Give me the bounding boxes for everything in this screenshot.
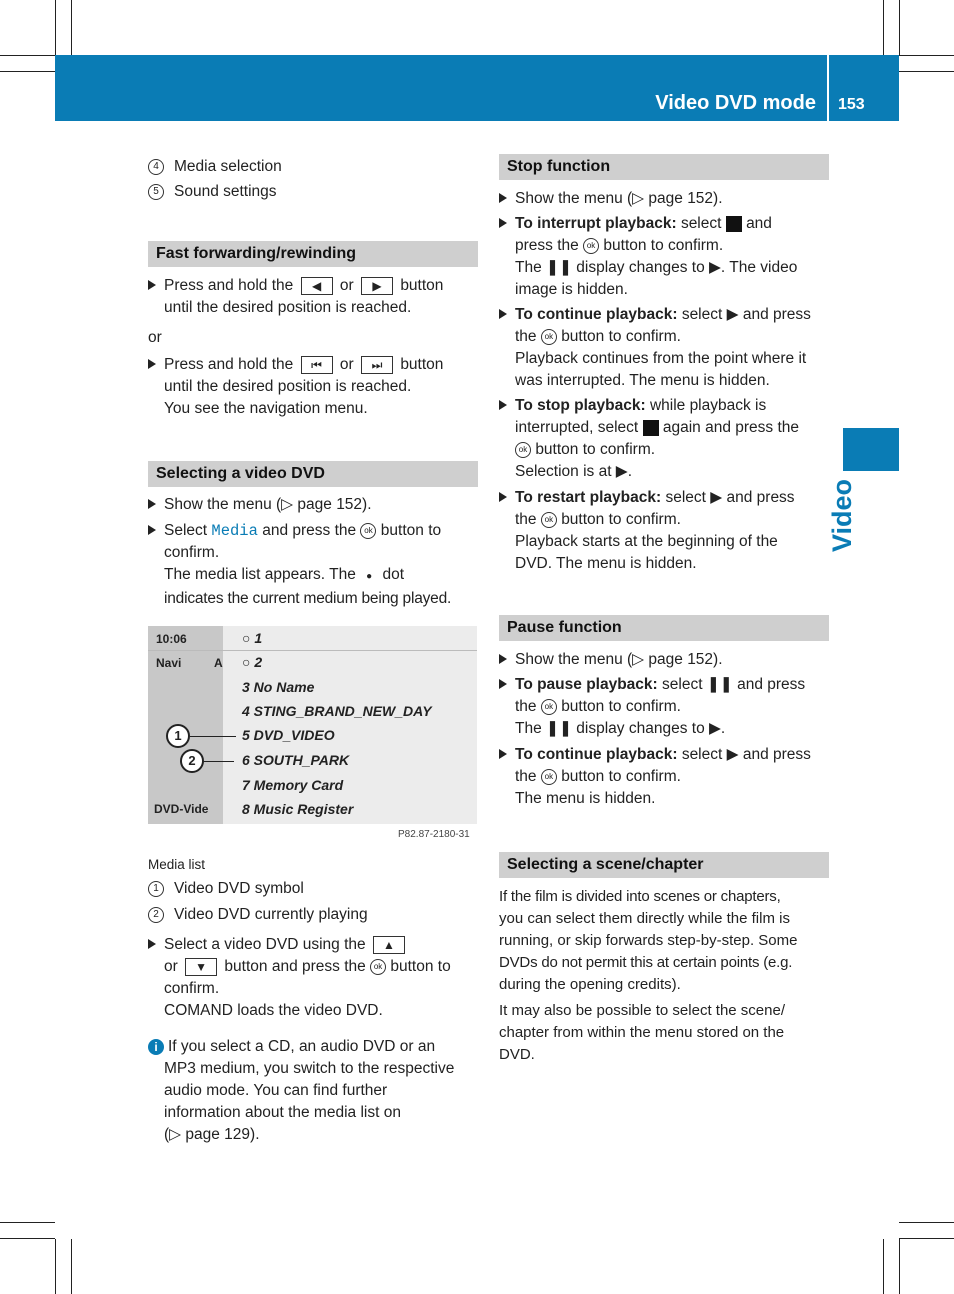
crop-mark (71, 0, 72, 55)
step-text: select ❚❚ and press (662, 676, 806, 693)
crop-mark (899, 1222, 954, 1223)
section-heading-scene: Selecting a scene/chapter (499, 852, 829, 878)
crop-mark (0, 1238, 55, 1239)
info-note (148, 1036, 478, 1146)
media-row: 7 Memory Card (242, 777, 344, 793)
legend-text: Video DVD symbol (174, 880, 304, 897)
step-text: and (746, 215, 772, 232)
crop-mark (899, 1238, 954, 1239)
ok-button-icon: ok (583, 238, 599, 254)
ok-button-icon: ok (515, 442, 531, 458)
step-text: The media list appears. The (164, 566, 356, 583)
screen-footer: DVD-Vide (154, 802, 209, 816)
step-line (164, 934, 478, 956)
info-line (148, 1036, 478, 1058)
crop-mark (71, 1239, 72, 1294)
step-label: To pause playback: (515, 676, 658, 693)
photo-reference: P82.87-2180-31 (398, 829, 470, 840)
crop-mark (0, 71, 55, 72)
arrow-bullet-icon (148, 939, 156, 949)
paragraph-line: DVDs do not permit this at certain points (e.g. (499, 954, 793, 971)
step-line: Show the menu (▷ page 152). (515, 190, 723, 207)
legend-number: 1 (148, 881, 164, 897)
step-item (499, 304, 829, 392)
step-text: select ▶ and press (681, 746, 811, 763)
step-line: The ❚❚ display changes to ▶. (515, 720, 726, 737)
arrow-bullet-icon (499, 679, 507, 689)
step-item (148, 520, 478, 610)
step-label: To stop playback: (515, 397, 646, 414)
info-icon: i (148, 1039, 164, 1055)
step-text: while playback is (649, 397, 767, 414)
step-text: Select (164, 522, 208, 539)
step-line (515, 744, 829, 766)
step-text: select (680, 215, 722, 232)
header-separator (827, 55, 829, 121)
forward-key-icon: ▶ (361, 277, 393, 295)
info-line: audio mode. You can find further (164, 1082, 388, 1099)
media-menu-item: Media (211, 522, 258, 540)
legend-item (148, 156, 478, 178)
info-line: (▷ page 129). (164, 1126, 260, 1143)
side-tab-marker (843, 428, 899, 471)
step-text: the (515, 328, 537, 345)
step-line (515, 696, 829, 718)
arrow-bullet-icon (499, 654, 507, 664)
scene-paragraph (499, 886, 829, 996)
step-line (515, 417, 829, 439)
step-item (499, 744, 829, 810)
step-line: Show the menu (▷ page 152). (164, 496, 372, 513)
step-item (499, 674, 829, 740)
step-line (515, 395, 829, 417)
ok-button-icon: ok (541, 769, 557, 785)
step-item (499, 188, 829, 210)
step-text: the (515, 768, 537, 785)
step-line: image is hidden. (515, 281, 628, 298)
step-line: confirm. (164, 980, 220, 997)
legend-number: 4 (148, 159, 164, 175)
step-line (515, 674, 829, 696)
step-item (148, 494, 478, 516)
media-row: 4 STING_BRAND_NEW_DAY (242, 703, 432, 719)
step-text: or (339, 356, 354, 373)
step-text: press the (515, 237, 579, 254)
paragraph-line: It may also be possible to select the scene/ (499, 1002, 785, 1019)
step-line (515, 509, 829, 531)
step-text: or (339, 277, 354, 294)
step-line (515, 439, 829, 461)
arrow-bullet-icon (499, 193, 507, 203)
step-text: or (164, 958, 178, 975)
crop-mark (55, 1239, 56, 1294)
arrow-bullet-icon (499, 749, 507, 759)
media-row: ○ 1 (242, 630, 263, 646)
step-line: confirm. (164, 544, 220, 561)
ok-button-icon: ok (360, 523, 376, 539)
screen-navi: Navi (156, 656, 182, 670)
step-line: Show the menu (▷ page 152). (515, 651, 723, 668)
crop-mark (899, 55, 954, 56)
step-line (515, 766, 829, 788)
stop-icon (726, 216, 742, 232)
step-text: button to confirm. (603, 237, 724, 254)
step-text: button (400, 356, 444, 373)
ok-button-icon: ok (370, 959, 386, 975)
step-line: until the desired position is reached. (164, 378, 412, 395)
step-text: button to (380, 522, 442, 539)
media-row: 6 SOUTH_PARK (242, 752, 350, 768)
legend-item (148, 878, 478, 900)
media-list-screenshot (148, 626, 477, 824)
side-tab-text: Video (827, 478, 858, 553)
skip-back-key-icon: ⏮ (301, 356, 333, 374)
paragraph-line: chapter from within the menu stored on the (499, 1024, 785, 1041)
step-text: Select a video DVD using the (164, 936, 366, 953)
step-line (515, 235, 829, 257)
step-text: button and press the (224, 958, 366, 975)
crop-mark (0, 1222, 55, 1223)
stop-icon (643, 420, 659, 436)
step-text: and press the (262, 522, 357, 539)
section-heading-select: Selecting a video DVD (148, 461, 478, 487)
crop-mark (55, 0, 56, 55)
step-text: the (515, 511, 537, 528)
page-number: 153 (838, 96, 865, 113)
crop-mark (883, 0, 884, 55)
paragraph-line: during the opening credits). (499, 976, 681, 993)
step-line: until the desired position is reached. (164, 299, 412, 316)
step-line (515, 487, 829, 509)
legend-number: 2 (148, 907, 164, 923)
arrow-bullet-icon (499, 492, 507, 502)
callout-line (190, 736, 236, 737)
callout-line (204, 761, 234, 762)
screen-divider (148, 650, 477, 651)
figure-caption: Media list (148, 857, 206, 872)
step-line (164, 520, 478, 542)
paragraph-line: DVD. (499, 1046, 535, 1063)
or-text: or (148, 329, 162, 346)
step-text: again and press the (662, 419, 799, 436)
step-line: COMAND loads the video DVD. (164, 1002, 383, 1019)
step-text: button to (390, 958, 451, 975)
media-row: 3 No Name (242, 679, 315, 695)
step-text: select ▶ and press (681, 306, 811, 323)
step-text: the (515, 698, 537, 715)
step-text: button to confirm. (561, 511, 681, 528)
step-label: To interrupt playback: (515, 215, 677, 232)
legend-text: Media selection (174, 158, 282, 175)
ok-button-icon: ok (541, 329, 557, 345)
step-line (515, 326, 829, 348)
arrow-bullet-icon (499, 400, 507, 410)
ok-button-icon: ok (541, 512, 557, 528)
left-column-lower (148, 855, 478, 1146)
ok-button-icon: ok (541, 699, 557, 715)
step-line: Playback starts at the beginning of the (515, 533, 778, 550)
paragraph-line: If the film is divided into scenes or chapters, (499, 888, 781, 905)
callout-marker: 2 (180, 749, 204, 773)
step-text: Press and hold the (164, 277, 294, 294)
crop-mark (0, 55, 55, 56)
step-item (499, 487, 829, 575)
step-text: select ▶ and press (665, 489, 795, 506)
step-text: button to confirm. (535, 441, 656, 458)
section-heading-ff: Fast forwarding/rewinding (148, 241, 478, 267)
step-line: DVD. The menu is hidden. (515, 555, 697, 572)
step-line (164, 956, 478, 978)
arrow-bullet-icon (499, 309, 507, 319)
paragraph-line: running, or skip forwards step-by-step. Some (499, 932, 798, 949)
step-line (164, 564, 478, 588)
down-key-icon: ▼ (185, 958, 217, 976)
section-heading-stop: Stop function (499, 154, 829, 180)
crop-mark (899, 71, 954, 72)
scene-paragraph (499, 1000, 829, 1066)
step-line (164, 354, 478, 376)
arrow-bullet-icon (148, 525, 156, 535)
step-line (164, 275, 478, 297)
page-title: Video DVD mode (655, 92, 816, 114)
step-item (148, 275, 478, 319)
step-line: The ❚❚ display changes to ▶. The video (515, 259, 798, 276)
step-item (499, 213, 829, 301)
up-key-icon: ▲ (373, 936, 405, 954)
arrow-bullet-icon (148, 499, 156, 509)
step-item (148, 934, 478, 1022)
arrow-bullet-icon (499, 218, 507, 228)
step-line (515, 213, 829, 235)
step-text: button (400, 277, 444, 294)
screen-time: 10:06 (156, 632, 187, 646)
media-row: ○ 2 (242, 654, 263, 670)
step-label: To continue playback: (515, 306, 678, 323)
step-text: button to confirm. (561, 768, 681, 785)
legend-text: Video DVD currently playing (174, 906, 368, 923)
info-text: If you select a CD, an audio DVD or an (168, 1038, 436, 1055)
legend-number: 5 (148, 184, 164, 200)
crop-mark (883, 1239, 884, 1294)
arrow-bullet-icon (148, 359, 156, 369)
legend-item (148, 904, 478, 926)
side-tab-label (826, 478, 886, 553)
step-line: You see the navigation menu. (164, 400, 368, 417)
step-item (499, 395, 829, 483)
step-label: To continue playback: (515, 746, 678, 763)
info-line: information about the media list on (164, 1104, 401, 1121)
rewind-key-icon: ◀ (301, 277, 333, 295)
step-text: button to confirm. (561, 328, 681, 345)
legend-text: Sound settings (174, 183, 277, 200)
step-item (148, 354, 478, 420)
media-row: 8 Music Register (242, 801, 354, 817)
step-line: The menu is hidden. (515, 790, 656, 807)
step-label: To restart playback: (515, 489, 662, 506)
step-item (499, 649, 829, 671)
step-text: Press and hold the (164, 356, 294, 373)
dot-icon: ● (366, 571, 373, 582)
paragraph-line: you can select them directly while the film is (499, 910, 790, 927)
step-text: button to confirm. (561, 698, 681, 715)
callout-marker: 1 (166, 724, 190, 748)
media-row: 5 DVD_VIDEO (242, 727, 335, 743)
screen-navi-suffix: A (214, 656, 223, 670)
step-text: interrupted, select (515, 419, 639, 436)
arrow-bullet-icon (148, 280, 156, 290)
crop-mark (899, 0, 900, 55)
section-heading-pause: Pause function (499, 615, 829, 641)
crop-mark (899, 1239, 900, 1294)
right-column (499, 154, 829, 1066)
step-text: dot (382, 566, 405, 583)
step-line: indicates the current medium being played. (164, 590, 452, 607)
step-line: Playback continues from the point where it (515, 350, 807, 367)
skip-forward-key-icon: ⏭ (361, 356, 393, 374)
legend-item (148, 181, 478, 203)
info-line: MP3 medium, you switch to the respective (164, 1060, 455, 1077)
step-line: Selection is at ▶. (515, 463, 633, 480)
step-line: was interrupted. The menu is hidden. (515, 372, 770, 389)
step-line (515, 304, 829, 326)
left-column (148, 156, 478, 610)
